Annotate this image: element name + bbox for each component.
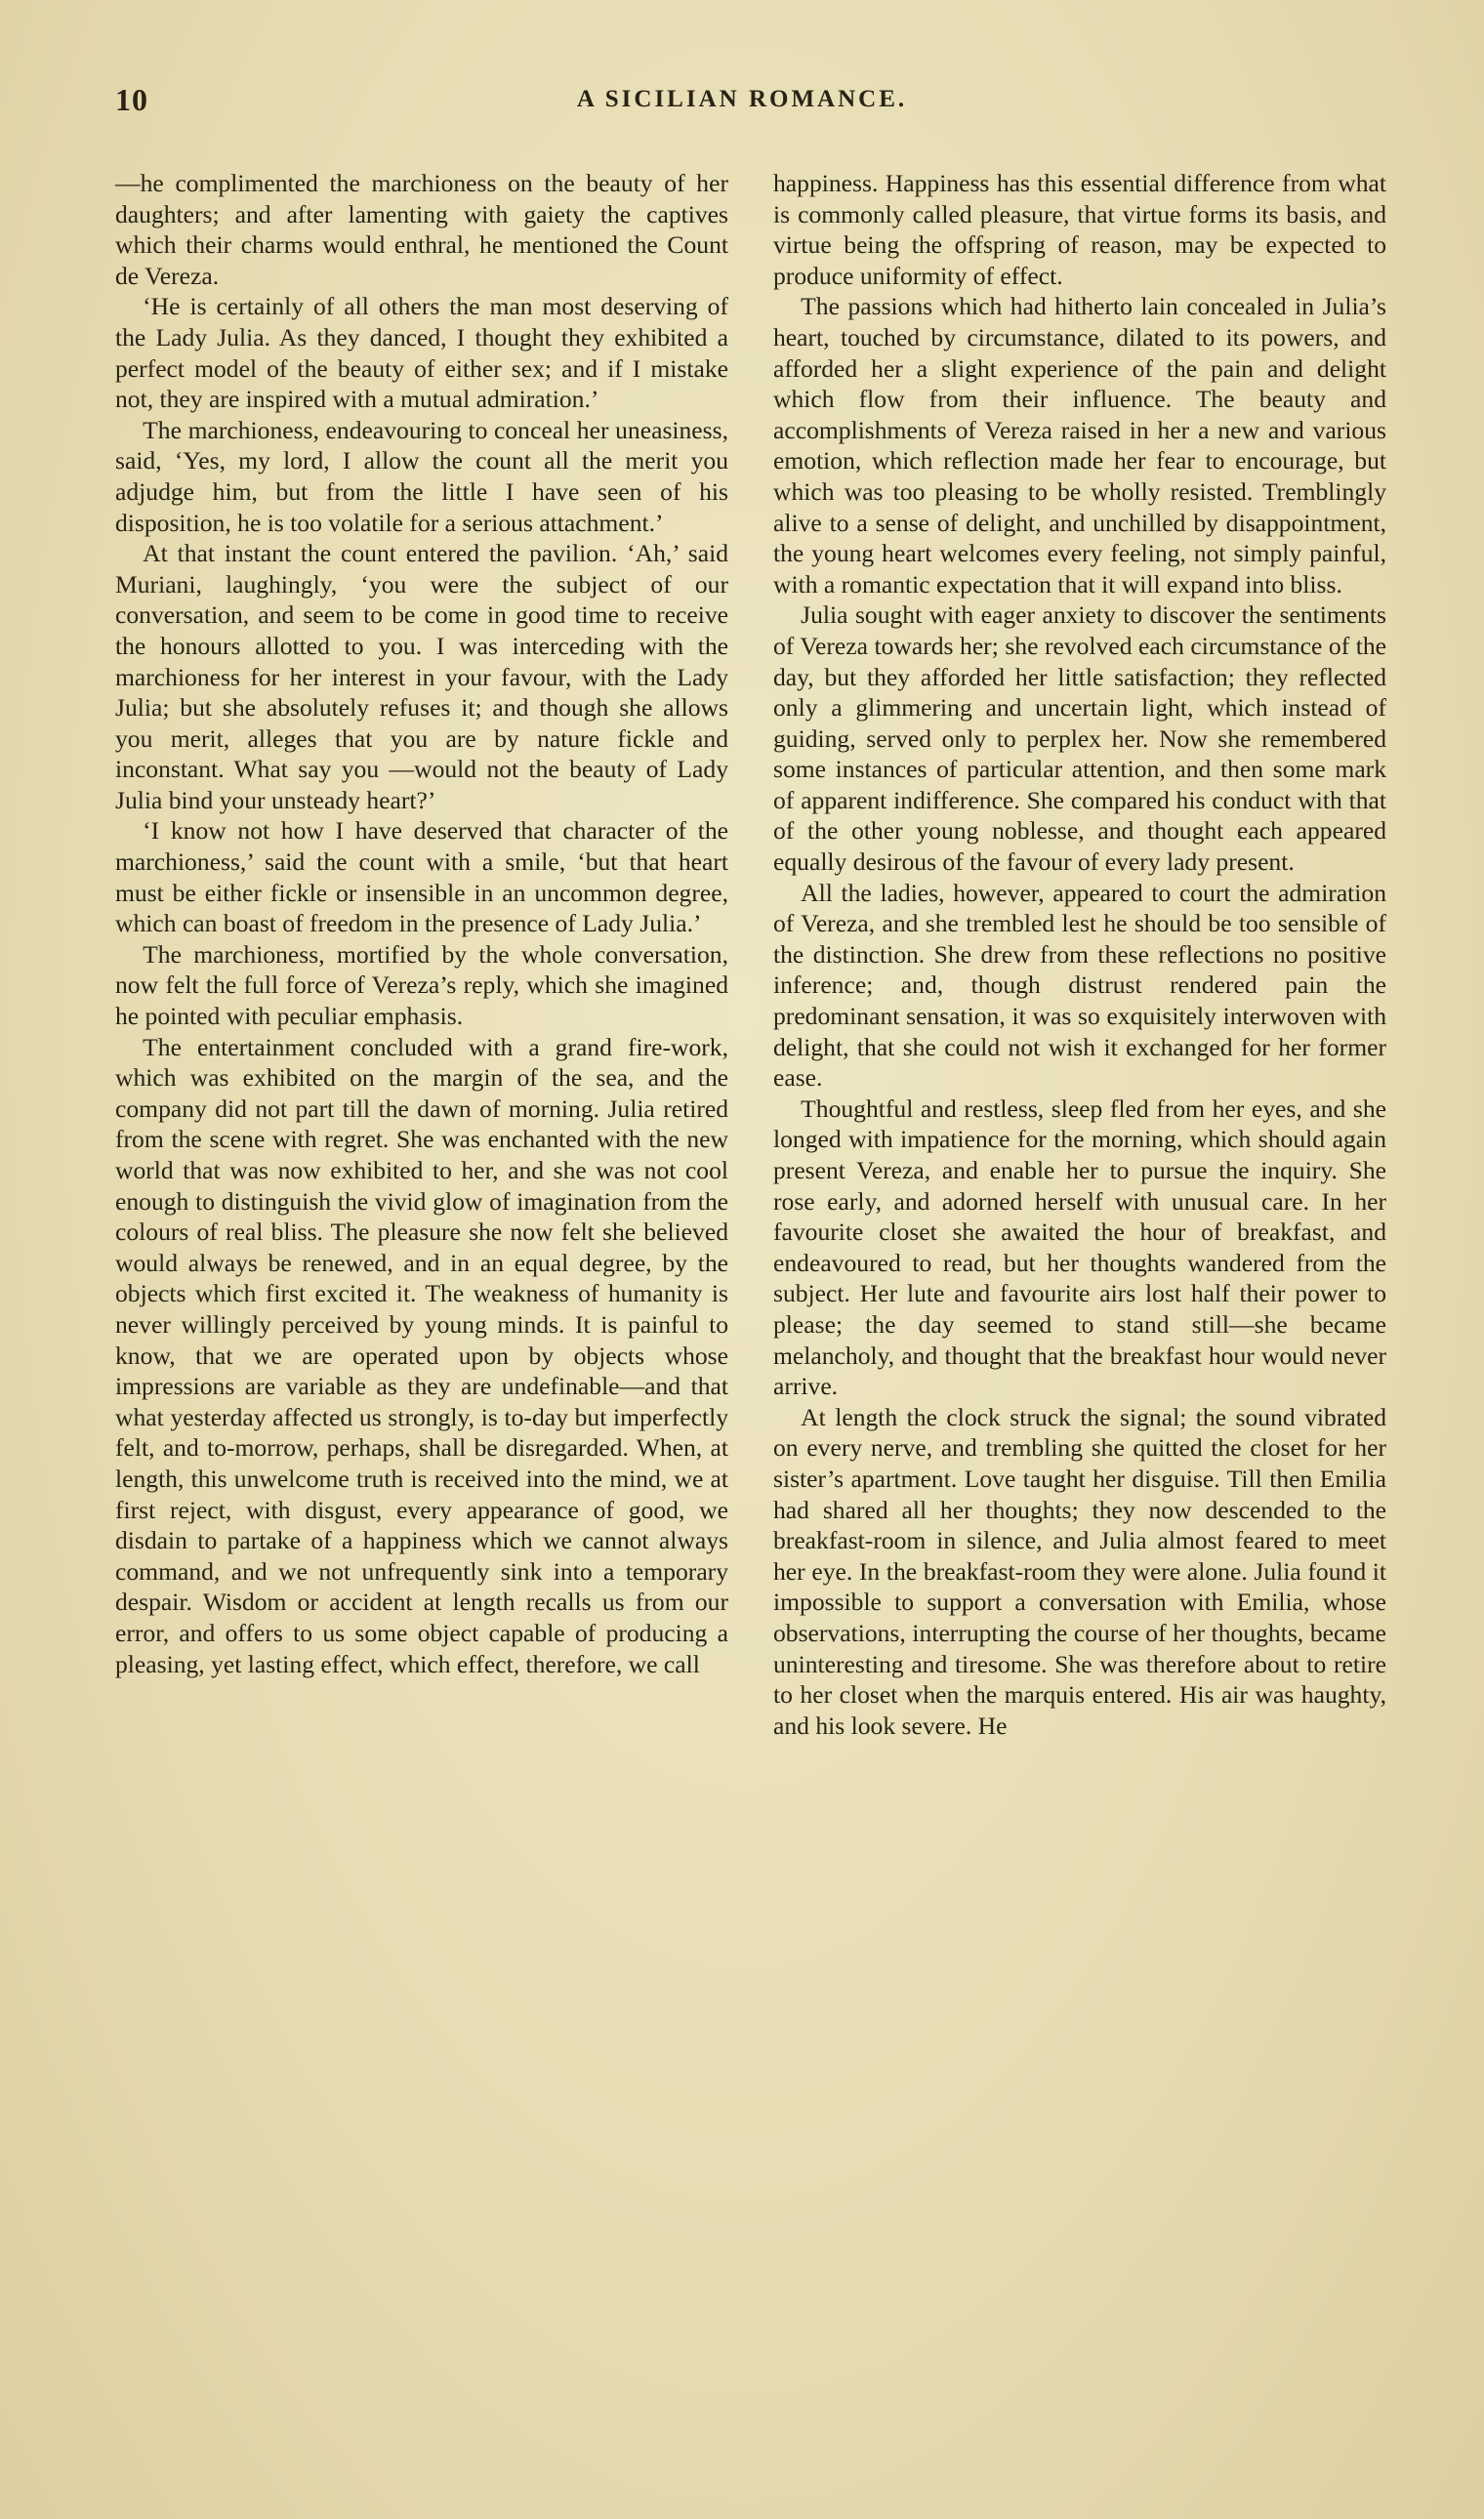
- paragraph: At that instant the count entered the pavilion. ‘Ah,’ said Muriani, laughingly, ‘you were the subject of our conversation, and seem to be come in good time to receive the honours allotted to you. I was interceding with the marchioness for her interest in your favour, with the Lady Julia; but she absolutely refuses it; and though she allows you merit, alleges that you are by nature fickle and inconstant. What say you —would not the beauty of Lady Julia bind your unsteady heart?’: [115, 539, 728, 814]
- left-column: [115, 168, 728, 1679]
- paragraph: The entertainment concluded with a grand fire-work, which was exhibited on the margin of the sea, and the company did not part till the dawn of morning. Julia retired from the scene with regret. She was enchanted with the new world that was now exhibited to her, and she was not cool enough to distinguish the vivid glow of imagination from the colours of real bliss. The pleasure she now felt she believed would always be renewed, and in an equal degree, by the objects which first excited it. The weakness of humanity is never willingly perceived by young minds. It is painful to know, that we are operated upon by objects whose impressions are variable as they are undefinable—and that what yesterday affected us strongly, is to-day but imperfectly felt, and to-morrow, perhaps, shall be disregarded. When, at length, this unwelcome truth is received into the mind, we at first reject, with disgust, every appearance of good, we disdain to partake of a happiness which we cannot always command, and we not unfrequently sink into a temporary despair. Wisdom or accident at length recalls us from our error, and offers to us some object capable of producing a pleasing, yet lasting effect, which effect, therefore, we call: [115, 1032, 728, 1678]
- paragraph: Thoughtful and restless, sleep fled from her eyes, and she longed with impatience for the morning, which should again present Vereza, and enable her to pursue the inquiry. She rose early, and adorned herself with unusual care. In her favourite closet she awaited the hour of breakfast, and endeavoured to read, but her thoughts wandered from the subject. Her lute and favourite airs lost half their power to please; the day seemed to stand still—she became melancholy, and thought that the breakfast hour would never arrive.: [773, 1094, 1386, 1401]
- page-number: 10: [115, 82, 148, 117]
- right-column: [773, 168, 1386, 1741]
- paragraph: The marchioness, endeavouring to conceal her uneasiness, said, ‘Yes, my lord, I allow the count all the merit you adjudge him, but from the little I have seen of his disposition, he is too volatile for a serious attachment.’: [115, 415, 728, 537]
- paragraph: The passions which had hitherto lain concealed in Julia’s heart, touched by circumstance, dilated to its powers, and afforded her a slight experience of the pain and delight which flow from their influence. The beauty and accomplishments of Vereza raised in her a new and various emotion, which reflection made her fear to encourage, but which was too pleasing to be wholly resisted. Tremblingly alive to a sense of delight, and unchilled by disappointment, the young heart welcomes every feeling, not simply painful, with a romantic expectation that it will expand into bliss.: [773, 292, 1386, 599]
- paragraph: At length the clock struck the signal; the sound vibrated on every nerve, and trembling she quitted the closet for her sister’s apartment. Love taught her disguise. Till then Emilia had shared all her thoughts; they now descended to the breakfast-room in silence, and Julia almost feared to meet her eye. In the breakfast-room they were alone. Julia found it impossible to support a conversation with Emilia, whose observations, interrupting the course of her thoughts, became uninteresting and tiresome. She was therefore about to retire to her closet when the marquis entered. His air was haughty, and his look severe. He: [773, 1402, 1386, 1740]
- running-title: A SICILIAN ROMANCE.: [576, 86, 908, 112]
- paragraph: happiness. Happiness has this essential difference from what is commonly called pleasure, that virtue forms its basis, and virtue being the offspring of reason, may be expected to produce uniformity of effect.: [773, 169, 1386, 290]
- paragraph: ‘He is certainly of all others the man most deserving of the Lady Julia. As they danced, I thought they exhibited a perfect model of the beauty of either sex; and if I mistake not, they are inspired with a mutual admiration.’: [115, 292, 728, 414]
- paragraph: ‘I know not how I have deserved that character of the marchioness,’ said the count with a smile, ‘but that heart must be either fickle or insensible in an uncommon degree, which can boast of freedom in the presence of Lady Julia.’: [115, 816, 728, 938]
- page-header: [0, 82, 1484, 121]
- paragraph: —he complimented the marchioness on the beauty of her daughters; and after lamenting with gaiety the captives which their charms would enthral, he mentioned the Count de Vereza.: [115, 169, 728, 290]
- paragraph: The marchioness, mortified by the whole conversation, now felt the full force of Vereza’s reply, which she imagined he pointed with peculiar emphasis.: [115, 939, 728, 1031]
- paragraph: Julia sought with eager anxiety to discover the sentiments of Vereza towards her; she revolved each circumstance of the day, but they afforded her little satisfaction; they reflected only a glimmering and uncertain light, which instead of guiding, served only to perplex her. Now she remembered some instances of particular attention, and then some mark of apparent indifference. She compared his conduct with that of the other young noblesse, and thought each appeared equally desirous of the favour of every lady present.: [773, 600, 1386, 877]
- paragraph: All the ladies, however, appeared to court the admiration of Vereza, and she trembled lest he should be too sensible of the distinction. She drew from these reflections no positive inference; and, though distrust rendered pain the predominant sensation, it was so exquisitely interwoven with delight, that she could not wish it exchanged for her former ease.: [773, 878, 1386, 1093]
